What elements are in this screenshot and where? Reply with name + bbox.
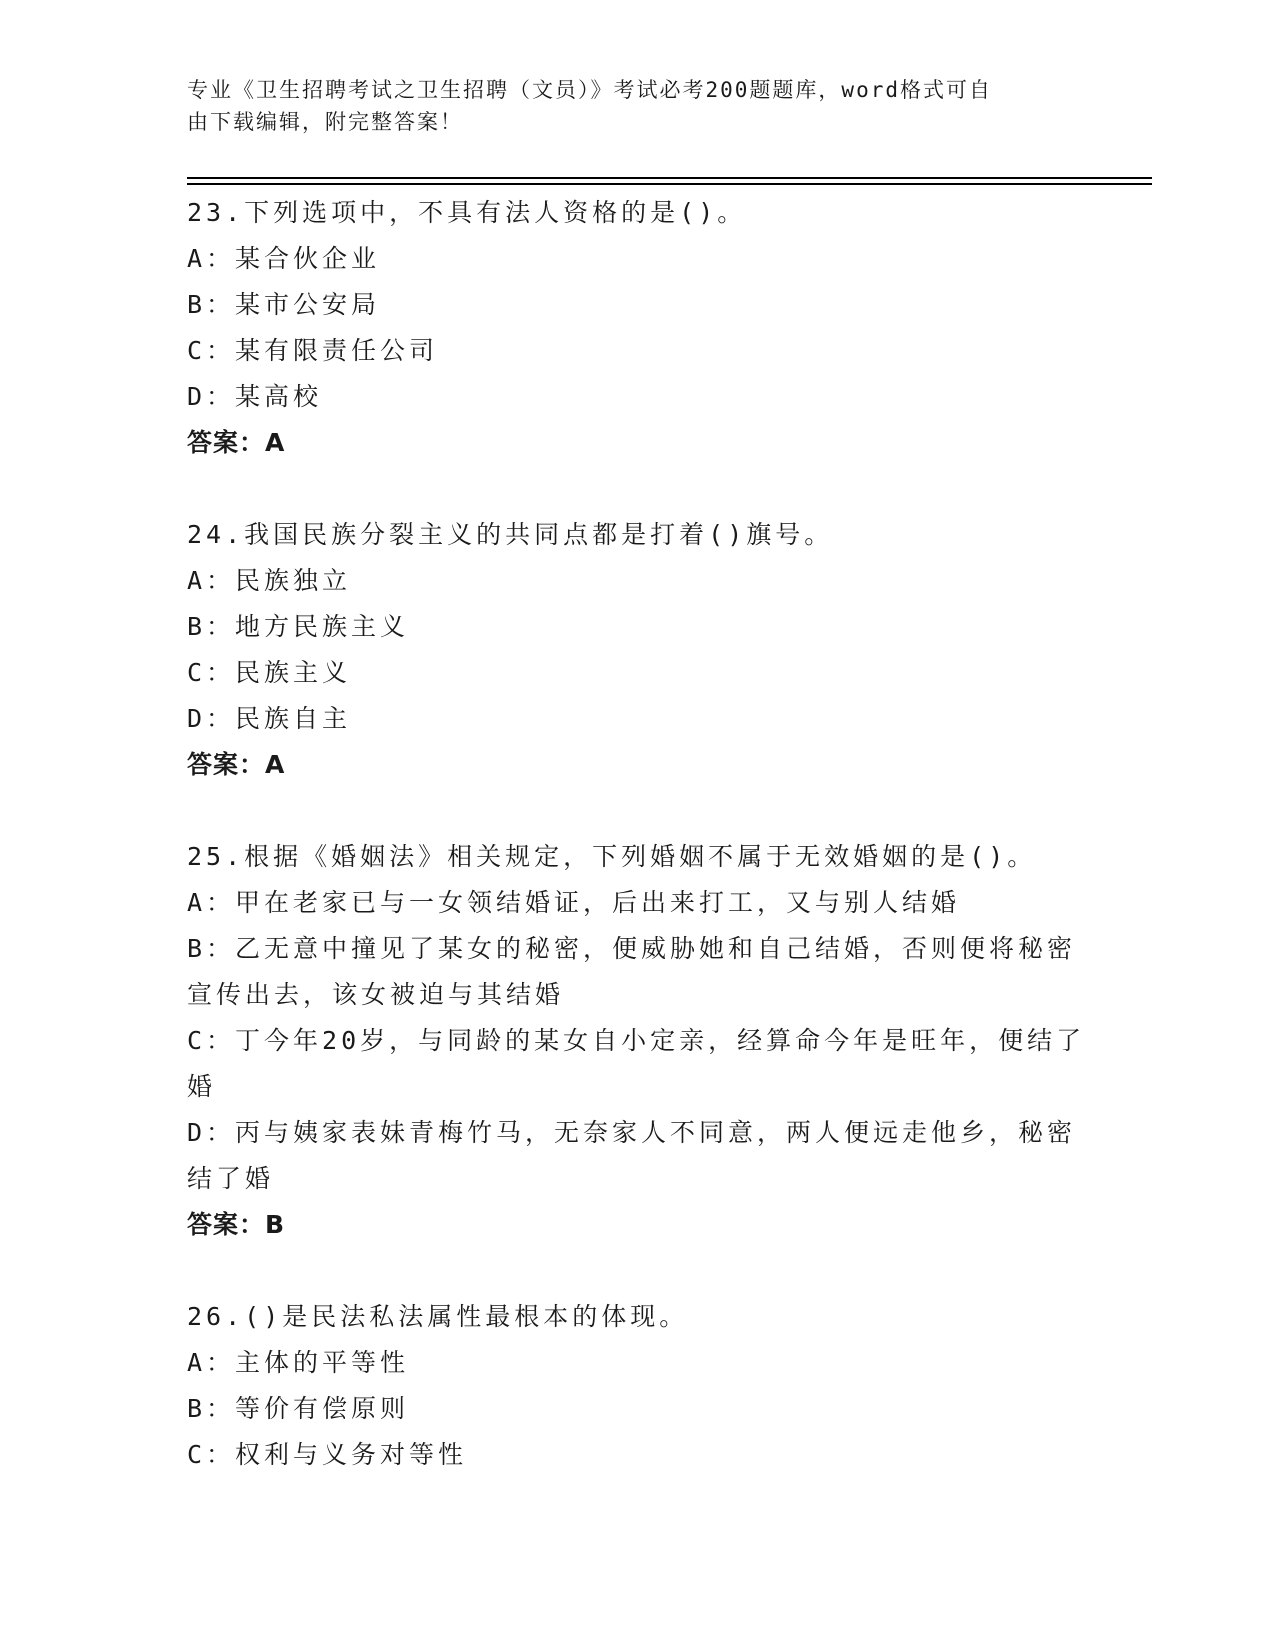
- document-header: [187, 74, 1067, 138]
- question-26: [187, 1294, 1087, 1478]
- option-c: C：某有限责任公司: [187, 336, 439, 365]
- option-b: B：等价有偿原则: [187, 1394, 410, 1423]
- question-list: [187, 190, 1087, 1524]
- option-a: A：某合伙企业: [187, 244, 381, 273]
- option-a: A：甲在老家已与一女领结婚证，后出来打工，又与别人结婚: [187, 888, 961, 917]
- header-line-2: 由下载编辑，附完整答案！: [187, 110, 463, 134]
- option-b: B：地方民族主义: [187, 612, 410, 641]
- question-stem: 25.根据《婚姻法》相关规定，下列婚姻不属于无效婚姻的是()。: [187, 842, 1037, 871]
- header-line-1: 专业《卫生招聘考试之卫生招聘（文员）》考试必考200题题库，word格式可自: [187, 78, 992, 102]
- option-c: C：丁今年20岁，与同龄的某女自小定亲，经算命今年是旺年，便结了婚: [187, 1026, 1086, 1101]
- option-d: D：民族自主: [187, 704, 352, 733]
- option-b: B：乙无意中撞见了某女的秘密，便威胁她和自己结婚，否则便将秘密宣传出去，该女被迫与其结婚: [187, 934, 1077, 1009]
- answer-label: 答案：A: [187, 750, 286, 779]
- answer-label: 答案：B: [187, 1210, 286, 1239]
- option-d: D：某高校: [187, 382, 323, 411]
- header-divider-top: [187, 177, 1152, 179]
- answer-label: 答案：A: [187, 428, 286, 457]
- option-a: A：民族独立: [187, 566, 352, 595]
- header-divider-bottom: [187, 183, 1152, 185]
- question-stem: 23.下列选项中，不具有法人资格的是()。: [187, 198, 747, 227]
- question-stem: 26.()是民法私法属性最根本的体现。: [187, 1302, 689, 1331]
- question-25: [187, 834, 1087, 1248]
- option-b: B：某市公安局: [187, 290, 381, 319]
- question-23: [187, 190, 1087, 466]
- question-stem: 24.我国民族分裂主义的共同点都是打着()旗号。: [187, 520, 834, 549]
- option-a: A：主体的平等性: [187, 1348, 410, 1377]
- question-24: [187, 512, 1087, 788]
- option-d: D：丙与姨家表妹青梅竹马，无奈家人不同意，两人便远走他乡，秘密结了婚: [187, 1118, 1077, 1193]
- option-c: C：民族主义: [187, 658, 352, 687]
- option-c: C：权利与义务对等性: [187, 1440, 468, 1469]
